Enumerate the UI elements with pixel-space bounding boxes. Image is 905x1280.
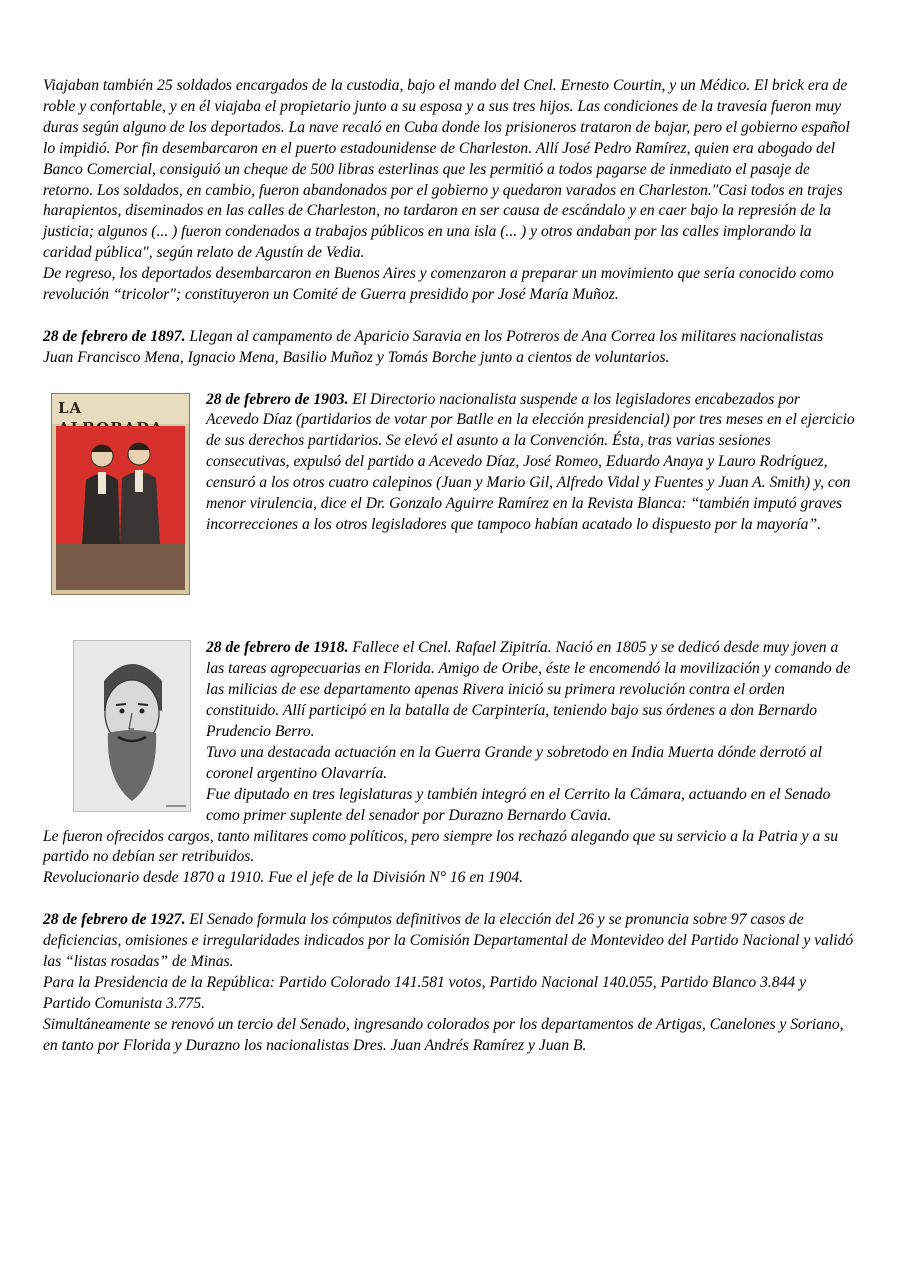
intro-paragraph-1: Viajaban también 25 soldados encargados de la custodia, bajo el mando del Cnel. Ernesto Courtin, y un Médico. El brick era de roble y confortable, y en él viajaba el propietario junto a su esposa y a sus tres hijos. Las condiciones de la travesía fueron muy duras según alguno de los deportados. La nave recaló en Cuba donde los prisioneros trataron de bajar, pero el gobierno español lo impidió. Por fin desembarcaron en el puerto estadounidense de Charleston. Allí José Pedro Ramírez, quien era abogado del Banco Comercial, consiguió un cheque de 500 libras esterlinas que les permitió a todos pagarse de inmediato el pasaje de retorno. Los soldados, en cambio, fueron abandonados por el gobierno y quedaron varados en Charleston."Casi todos en trajes harapientos, diseminados en las calles de Charleston, no tardaron en ser causa de escándalo y en caer bajo la represión de la justicia; algunos (... ) fueron condenados a trabajos públicos en una isla (... ) y otros andaban por las calles implorando la caridad pública", según relato de Agustín de Vedia. bbox=[43, 77, 850, 262]
entry-text: Fallece el Cnel. Rafael Zipitría. Nació en 1805 y se dedicó desde muy joven a las tareas agropecuarias en Florida. Amigo de Oribe, éste le encomendó la movilización y comando de las milicias de ese departamento apenas Rivera inició su primera revolución contra el orden constituido. Allí participó en la batalla de Carpintería, teniendo bajo sus órdenes a don Bernardo Prudencio Berro. bbox=[206, 639, 851, 740]
intro-paragraph-2: De regreso, los deportados desembarcaron en Buenos Aires y comenzaron a preparar un movimiento que sería conocido como revolución “tricolor"; constituyeron un Comité de Guerra presidido por José María Muñoz. bbox=[43, 265, 834, 304]
entry-date: 28 de febrero de 1927. bbox=[43, 911, 186, 929]
zipitria-portrait-figure bbox=[43, 638, 206, 814]
entry-1927-more-1: Para la Presidencia de la República: Partido Colorado 141.581 votos, Partido Nacional 140.055, Partido Blanco 3.844 y Partido Comunista 3.775. bbox=[43, 973, 807, 1012]
entry-date: 28 de febrero de 1897. bbox=[43, 327, 186, 345]
entry-date: 28 de febrero de 1903. bbox=[206, 390, 349, 408]
entry-text: El Directorio nacionalista suspende a los legisladores encabezados por Acevedo Díaz (partidarios de votar por Batlle en la elección presidencial) por tres meses en el ejercicio de sus derechos partidarios. Se elevó el asunto a la Convención. Ésta, tras varias sesiones consecutivas, expulsó del partido a Acevedo Díaz, José Romeo, Eduardo Anaya y Lauro Rodríguez, censuró a los otros cuatro calepinos (Juan y Mario Gil, Alfredo Vidal y Fuentes y Juan A. Smith) y, con menor virulencia, dice el Dr. Gonzalo Aguirre Ramírez en la Revista Blanca: “también imputó graves incorrecciones a los otros legisladores que tampoco habían acatado lo dispuesto por la mayoría”. bbox=[206, 390, 855, 533]
portrait-image bbox=[73, 640, 191, 812]
entry-1903 bbox=[43, 390, 855, 597]
entry-text: Llegan al campamento de Aparicio Saravia en los Potreros de Ana Correa los militares nacionalistas Juan Francisco Mena, Ignacio Mena, Basilio Muñoz y Tomás Borche junto a cientos de voluntarios. bbox=[43, 327, 824, 366]
entry-1918-more-3: Le fueron ofrecidos cargos, tanto militares como políticos, pero siempre los rechazó alegando que su servicio a la Patria y a su partido no debían ser retribuidos. bbox=[43, 827, 839, 866]
poster-crowd bbox=[56, 544, 185, 590]
entry-1927-more-2: Simultáneamente se renovó un tercio del Senado, ingresando colorados por los departamentos de Artigas, Canelones y Soriano, en tanto por Florida y Durazno los nacionalistas Dres. Juan Andrés Ramírez y Juan B. bbox=[43, 1015, 844, 1054]
portrait-illustration bbox=[74, 641, 190, 811]
entry-text: El Senado formula los cómputos definitivos de la elección del 26 y se pronuncia sobre 97 casos de deficiencias, omisiones e irregularidades indicados por la Comisión Departamental de Montevideo del Partido Nacional y validó las “listas rosadas” de Minas. bbox=[43, 911, 854, 970]
poster-masthead-title: LA bbox=[58, 398, 83, 417]
entry-1927 bbox=[43, 910, 855, 1056]
poster-image bbox=[51, 393, 190, 595]
entry-1918-more-4: Revolucionario desde 1870 a 1910. Fue el jefe de la División N° 16 en 1904. bbox=[43, 869, 524, 887]
entry-date: 28 de febrero de 1918. bbox=[206, 639, 349, 657]
document-page bbox=[43, 76, 855, 1056]
entry-1918 bbox=[43, 638, 855, 889]
entry-1927-text bbox=[43, 910, 855, 973]
entry-1897 bbox=[43, 327, 855, 369]
la-alborada-poster-figure bbox=[43, 390, 206, 597]
entry-1918-more-1: Tuvo una destacada actuación en la Guerra Grande y sobretodo en India Muerta dónde derrotó al coronel argentino Olavarría. bbox=[206, 743, 823, 782]
entry-1918-more-2: Fue diputado en tres legislaturas y también integró en el Cerrito la Cámara, actuando en el Senado como primer suplente del senador por Durazno Bernardo Cavia. bbox=[206, 785, 831, 824]
